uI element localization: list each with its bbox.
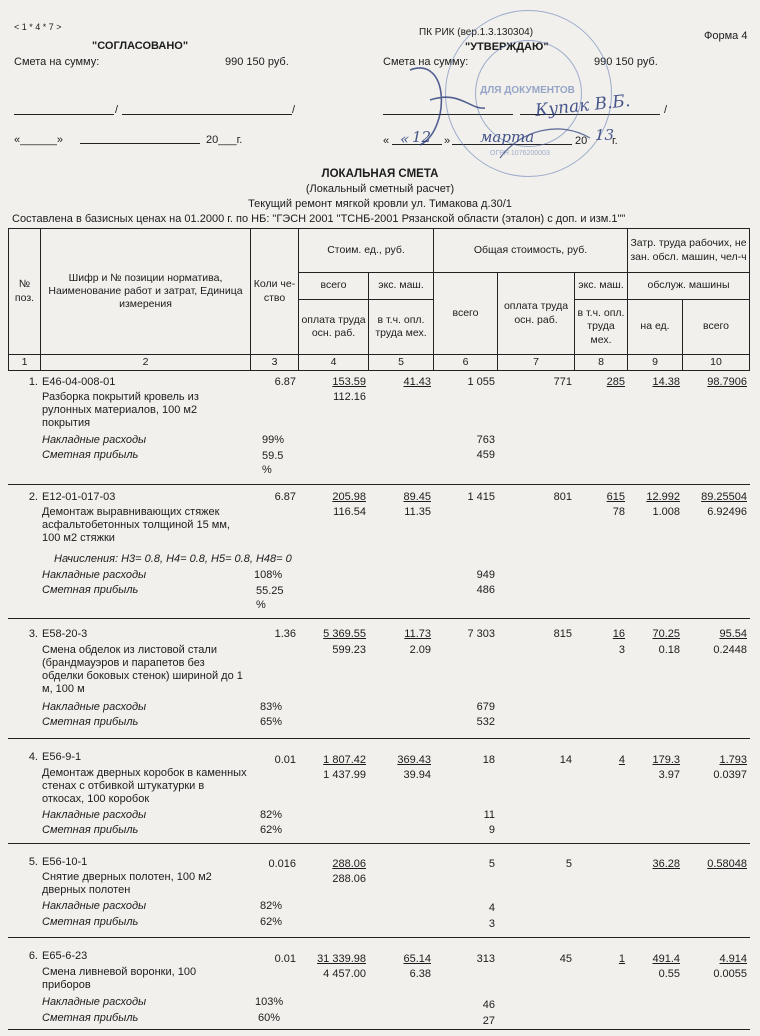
overhead-label: Накладные расходы	[42, 900, 147, 912]
row-labor-total-2: 6.92496	[707, 506, 747, 518]
row-divider	[8, 738, 750, 739]
col-number: 3	[250, 354, 299, 371]
hdr-qty: Коли че- ство	[250, 228, 299, 355]
overhead-sum: 46	[482, 999, 495, 1011]
row-labor-total: 89.25504	[701, 491, 747, 503]
row-no: 4.	[28, 751, 38, 763]
row-labor-total: 95.54	[719, 628, 747, 640]
col-number: 1	[8, 354, 41, 371]
hdr-service: обслуж. машины	[627, 272, 750, 300]
right-date-year-suffix: г.	[612, 135, 618, 147]
col-number: 2	[40, 354, 251, 371]
row-divider	[8, 843, 750, 844]
row-sum-mach: 1	[618, 953, 625, 965]
col-number: 4	[298, 354, 369, 371]
hdr-no: № поз.	[8, 228, 41, 355]
overhead-sum: 763	[476, 434, 495, 446]
row-labor-unit: 14.38	[652, 376, 680, 388]
overhead-label: Накладные расходы	[42, 569, 147, 581]
row-sum-mech: 3	[618, 644, 625, 656]
col-number: 8	[574, 354, 628, 371]
overhead-label: Накладные расходы	[42, 996, 147, 1008]
stamp-ogrn: ОГРН 1076200003	[490, 150, 550, 157]
row-unit-mech: 11.35	[404, 506, 431, 518]
row-name: Смена ливневой воронки, 100 приборов	[42, 966, 197, 991]
signature-handwritten: Купак В.Б.	[534, 91, 632, 121]
row-unit-mach: 11.73	[404, 628, 431, 640]
overhead-pct: 103%	[255, 996, 284, 1008]
overhead-sum: 4	[488, 902, 495, 914]
row-labor-total: 98.7906	[707, 376, 747, 388]
left-sum-label: Смета на сумму:	[14, 56, 100, 68]
row-labor-unit-2: 3.97	[658, 769, 680, 781]
stamp-text: ДЛЯ ДОКУМЕНТОВ	[480, 85, 575, 96]
row-labor-unit-2: 1.008	[652, 506, 680, 518]
row-labor-total: 4.914	[719, 953, 747, 965]
row-no: 5.	[28, 856, 38, 868]
doc-title: ЛОКАЛЬНАЯ СМЕТА	[321, 168, 439, 180]
row-sum-total: 1 415	[467, 491, 495, 503]
overhead-label: Накладные расходы	[42, 434, 147, 446]
form-number: Форма 4	[704, 30, 748, 42]
left-date-year: 20___г.	[206, 134, 243, 146]
row-labor-unit: 70.25	[652, 628, 680, 640]
row-sum-total: 1 055	[467, 376, 495, 388]
right-sum-label: Смета на сумму:	[383, 56, 469, 68]
row-sum-wage: 771	[553, 376, 572, 388]
row-name: Снятие дверных полотен, 100 м2 дверных полотен	[42, 871, 212, 896]
row-sum-mech: 78	[612, 506, 625, 518]
row-unit-wage: 599.23	[332, 644, 366, 656]
profit-sum: 3	[488, 918, 495, 930]
profit-label: Сметная прибыль	[42, 1012, 139, 1024]
col-number: 6	[433, 354, 498, 371]
row-unit-wage: 112.16	[333, 391, 366, 403]
hdr-unit-mach: экс. маш.	[368, 272, 434, 300]
row-unit-wage: 1 437.99	[323, 769, 366, 781]
row-code: Е56-9-1	[42, 751, 82, 763]
overhead-label: Накладные расходы	[42, 701, 147, 713]
row-unit-total: 153.59	[332, 376, 366, 388]
row-sum-total: 18	[482, 754, 495, 766]
row-unit-wage: 288.06	[332, 873, 366, 885]
profit-pct: 62%	[260, 916, 283, 928]
profit-sum: 532	[476, 716, 495, 728]
row-code: Е65-6-23	[42, 950, 88, 962]
row-unit-mach: 369.43	[397, 754, 431, 766]
row-qty: 0.01	[274, 953, 296, 965]
row-divider	[8, 618, 750, 619]
row-sum-mach: 4	[618, 754, 625, 766]
left-date-quote: «______»	[14, 134, 63, 146]
col-number: 5	[368, 354, 434, 371]
left-sum-value: 990 150 руб.	[225, 56, 289, 68]
row-labor-total-2: 0.2448	[713, 644, 747, 656]
row-labor-unit: 12.992	[646, 491, 680, 503]
row-name: Демонтаж дверных коробок в каменных стенах с отбивкой штукатурки в откосах, 100 коробок	[42, 767, 247, 805]
overhead-pct: 99%	[262, 434, 285, 446]
row-qty: 0.01	[274, 754, 296, 766]
row-sum-total: 7 303	[467, 628, 495, 640]
signature-day: 12	[412, 128, 432, 146]
row-labor-unit-2: 0.18	[658, 644, 680, 656]
left-name-line	[122, 114, 292, 115]
row-unit-total: 1 807.42	[323, 754, 366, 766]
profit-sum: 486	[476, 584, 495, 596]
row-code: Е46-04-008-01	[42, 376, 116, 388]
row-sum-wage: 14	[559, 754, 572, 766]
profit-label: Сметная прибыль	[42, 824, 139, 836]
row-unit-total: 31 339.98	[317, 953, 366, 965]
row-qty: 6.87	[274, 376, 296, 388]
agreed-label: "СОГЛАСОВАНО"	[92, 40, 189, 52]
row-unit-mech: 39.94	[403, 769, 431, 781]
left-signature-line	[14, 114, 114, 115]
row-qty: 1.36	[274, 628, 296, 640]
profit-sum: 459	[476, 449, 495, 461]
row-unit-wage: 4 457.00	[323, 968, 366, 980]
row-divider	[8, 937, 750, 938]
row-code: Е56-10-1	[42, 856, 88, 868]
row-unit-wage: 116.54	[333, 506, 366, 518]
row-labor-unit-2: 0.55	[658, 968, 680, 980]
row-qty: 0.016	[268, 858, 296, 870]
profit-label: Сметная прибыль	[42, 449, 139, 461]
overhead-pct: 83%	[260, 701, 283, 713]
hdr-labor: Затр. труда рабочих, не зан. обсл. машин, чел-ч	[627, 228, 750, 273]
row-code: Е58-20-3	[42, 628, 88, 640]
profit-pct: 65%	[260, 716, 283, 728]
right-sum-value: 990 150 руб.	[594, 56, 658, 68]
row-unit-total: 288.06	[332, 858, 366, 870]
profit-sum: 27	[482, 1015, 495, 1027]
page-marker: < 1 * 4 * 7 >	[14, 22, 62, 32]
row-sum-wage: 5	[565, 858, 572, 870]
profit-sum: 9	[488, 824, 495, 836]
overhead-pct: 82%	[260, 809, 283, 821]
hdr-sum-mech: в т.ч. опл. труда мех.	[574, 299, 628, 355]
hdr-unit-total: всего	[298, 272, 369, 300]
row-labor-total-2: 0.0397	[713, 769, 747, 781]
row-sum-total: 313	[476, 953, 495, 965]
row-name: Разборка покрытий кровель из рулонных материалов, 100 м2 покрытия	[42, 391, 199, 429]
row-no: 2.	[28, 491, 38, 503]
row-unit-total: 205.98	[332, 491, 366, 503]
row-note: Начисления: Н3= 0.8, Н4= 0.8, Н5= 0.8, Н48= 0	[54, 553, 292, 565]
profit-label: Сметная прибыль	[42, 584, 139, 596]
profit-label: Сметная прибыль	[42, 716, 139, 728]
row-no: 1.	[28, 376, 38, 388]
approved-label: "УТВЕРЖДАЮ"	[465, 41, 549, 53]
row-unit-mech: 2.09	[409, 644, 431, 656]
row-code: Е12-01-017-03	[42, 491, 116, 503]
profit-pct: 62%	[260, 824, 283, 836]
col-number: 7	[497, 354, 575, 371]
left-date-month-line	[80, 143, 200, 144]
row-name: Смена обделок из листовой стали (брандмауэров и парапетов без обделки боковых стенок) шириной до 1 м, 100 м	[42, 644, 243, 695]
overhead-sum: 949	[476, 569, 495, 581]
object-name: Текущий ремонт мягкой кровли ул. Тимакова д.30/1	[248, 198, 512, 210]
signature-month: марта	[480, 128, 535, 146]
hdr-sum-total: всего	[433, 272, 498, 355]
row-no: 6.	[28, 950, 38, 962]
overhead-pct: 108%	[254, 569, 283, 581]
row-sum-wage: 801	[553, 491, 572, 503]
row-sum-mach: 285	[606, 376, 625, 388]
hdr-unit-cost: Стоим. ед., руб.	[298, 228, 434, 273]
right-date-year: 20	[575, 135, 588, 147]
overhead-sum: 11	[483, 809, 495, 821]
row-unit-mach: 65.14	[403, 953, 431, 965]
row-labor-unit: 179.3	[652, 754, 680, 766]
price-basis: Составлена в базисных ценах на 01.2000 г. по НБ: "ГЭСН 2001 "ТСНБ-2001 Рязанской области (эталон) с доп. и изм.1""	[12, 213, 626, 225]
row-qty: 6.87	[274, 491, 296, 503]
row-sum-mach: 615	[606, 491, 625, 503]
profit-label: Сметная прибыль	[42, 916, 139, 928]
overhead-pct: 82%	[260, 900, 283, 912]
hdr-code: Шифр и № позиции норматива, Наименование работ и затрат, Единица измерения	[40, 228, 251, 355]
row-name: Демонтаж выравнивающих стяжек асфальтобетонных толщиной 15 мм, 100 м2 стяжки	[42, 506, 230, 544]
signature-year: 13	[595, 126, 615, 144]
row-sum-total: 5	[488, 858, 495, 870]
row-unit-mach: 89.45	[403, 491, 431, 503]
row-no: 3.	[28, 628, 38, 640]
row-divider	[8, 1029, 750, 1030]
profit-pct: 60%	[258, 1012, 281, 1024]
row-unit-mach: 41.43	[403, 376, 431, 388]
row-labor-total: 0.58048	[707, 858, 747, 870]
hdr-labor-total: всего	[682, 299, 750, 355]
row-sum-mach: 16	[612, 628, 625, 640]
overhead-sum: 679	[476, 701, 495, 713]
row-labor-unit: 36.28	[652, 858, 680, 870]
row-sum-wage: 45	[559, 953, 572, 965]
profit-pct: 59.5 %	[262, 450, 284, 476]
hdr-unit-mech: в т.ч. опл. труда мех.	[368, 299, 434, 355]
row-unit-total: 5 369.55	[323, 628, 366, 640]
hdr-unit-wage: оплата труда осн. раб.	[298, 299, 369, 355]
program-version: ПК РИК (вер.1.3.130304)	[419, 27, 534, 38]
col-number: 9	[627, 354, 683, 371]
profit-pct: 55.25 %	[256, 585, 284, 611]
hdr-per-unit: на ед.	[627, 299, 683, 355]
hdr-total-cost: Общая стоимость, руб.	[433, 228, 628, 273]
col-number: 10	[682, 354, 750, 371]
overhead-label: Накладные расходы	[42, 809, 147, 821]
hdr-sum-mach: экс. маш.	[574, 272, 628, 300]
row-sum-wage: 815	[553, 628, 572, 640]
row-labor-total-2: 0.0055	[713, 968, 747, 980]
row-labor-unit: 491.4	[652, 953, 680, 965]
row-unit-mech: 6.38	[409, 968, 431, 980]
doc-subtitle: (Локальный сметный расчет)	[305, 183, 455, 195]
hdr-sum-wage: оплата труда осн. раб.	[497, 272, 575, 355]
row-divider	[8, 484, 750, 485]
row-labor-total: 1.793	[719, 754, 747, 766]
